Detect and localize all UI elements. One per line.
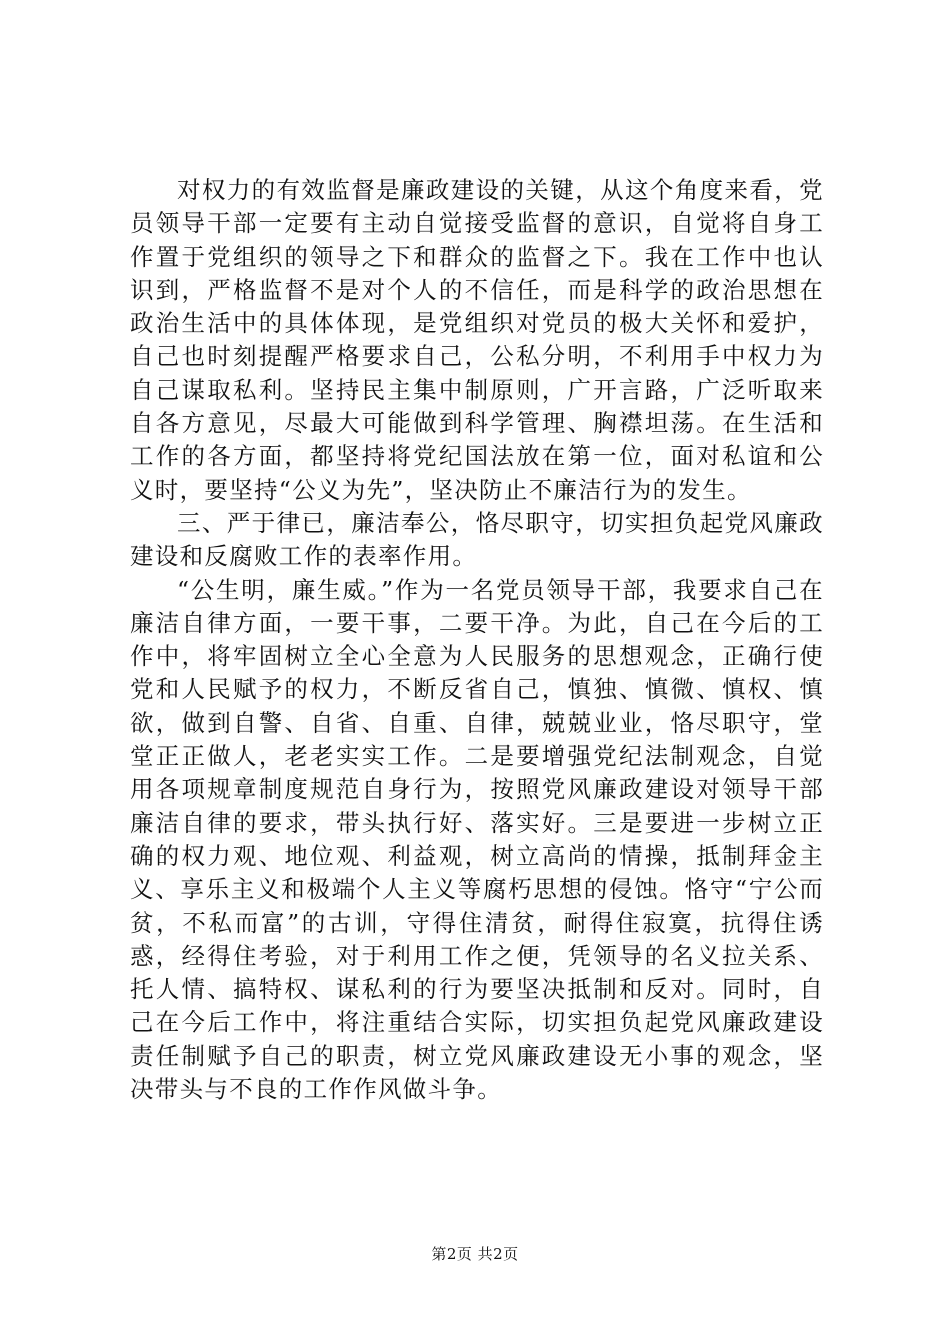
body-text — [130, 174, 824, 1106]
paragraph: 三、严于律已，廉洁奉公，恪尽职守，切实担负起党风廉政建设和反腐败工作的表率作用。 — [130, 508, 824, 571]
paragraph: 对权力的有效监督是廉政建设的关键，从这个角度来看，党员领导干部一定要有主动自觉接受监督的意识，自觉将自身工作置于党组织的领导之下和群众的监督之下。我在工作中也认识到，严格监督不是对个人的不信任，而是科学的政治思想在政治生活中的具体体现，是党组织对党员的极大关怀和爱护，自己也时刻提醒严格要求自己，公私分明，不利用手中权力为自己谋取私利。坚持民主集中制原则，广开言路，广泛听取来自各方意见，尽最大可能做到科学管理、胸襟坦荡。在生活和工作的各方面，都坚持将党纪国法放在第一位，面对私谊和公义时，要坚持“公义为先”，坚决防止不廉洁行为的发生。 — [130, 176, 824, 504]
page-footer: 第2页 共2页 — [431, 1245, 519, 1263]
paragraph: “公生明，廉生威。”作为一名党员领导干部，我要求自己在廉洁自律方面，一要干事，二要干净。为此，自己在今后的工作中，将牢固树立全心全意为人民服务的思想观念，正确行使党和人民赋予的权力，不断反省自己，慎独、慎微、慎权、慎欲，做到自警、自省、自重、自律，兢兢业业，恪尽职守，堂堂正正做人，老老实实工作。二是要增强党纪法制观念，自觉用各项规章制度规范自身行为，按照党风廉政建设对领导干部廉洁自律的要求，带头执行好、落实好。三是要进一步树立正确的权力观、地位观、利益观，树立高尚的情操，抵制拜金主义、享乐主义和极端个人主义等腐朽思想的侵蚀。恪守“宁公而贫，不私而富”的古训，守得住清贫，耐得住寂寞，抗得住诱惑，经得住考验，对于利用工作之便，凭领导的名义拉关系、托人情、搞特权、谋私利的行为要坚决抵制和反对。同时，自己在今后工作中，将注重结合实际，切实担负起党风廉政建设责任制赋予自己的职责，树立党风廉政建设无小事的观念，坚决带头与不良的工作作风做斗争。 — [130, 575, 824, 1104]
